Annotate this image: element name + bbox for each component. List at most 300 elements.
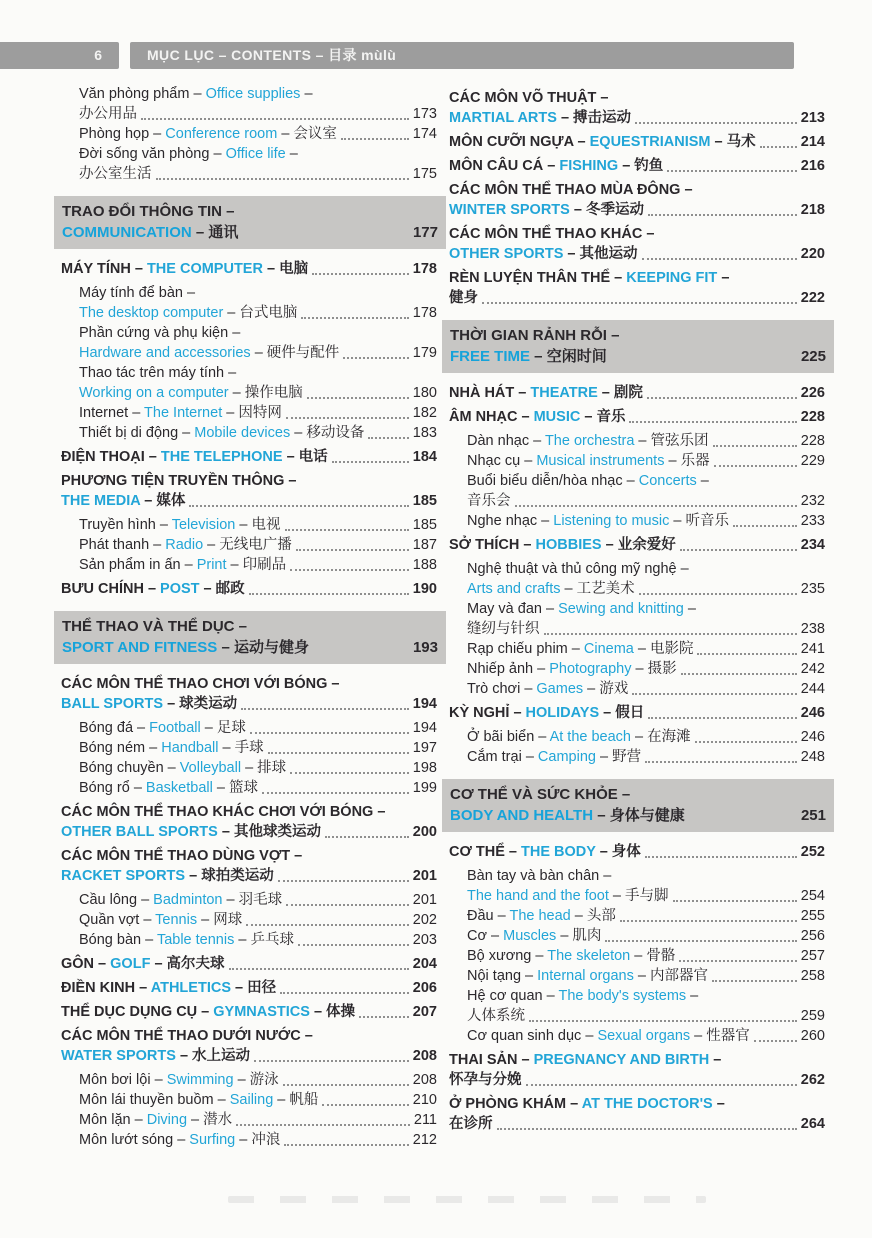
entry-native-text: – 游泳 [233, 1072, 279, 1088]
toc-entry [449, 842, 825, 862]
entry-native-text: – 手与脚 [608, 888, 669, 904]
page-number: 232 [800, 493, 825, 509]
entry-native-text: – 游戏 [583, 681, 629, 697]
entry-native-text: – 羽毛球 [222, 892, 283, 908]
page-number: 218 [800, 202, 825, 218]
toc-entry [449, 511, 825, 531]
entry-line [467, 1006, 825, 1026]
dot-leader [298, 944, 409, 946]
page-number: 202 [412, 912, 437, 928]
page-number: 214 [800, 134, 825, 150]
entry-text [61, 1002, 355, 1022]
entry-line [467, 639, 825, 659]
entry-english-text: Office supplies [205, 86, 301, 102]
page-number: 203 [412, 932, 437, 948]
entry-native-text: – 肌肉 [556, 928, 602, 944]
entry-line [449, 180, 825, 200]
dot-leader [284, 1144, 408, 1146]
entry-line [467, 747, 825, 767]
entry-text [79, 1070, 279, 1090]
entry-text [467, 559, 689, 579]
entry-native-text: 在诊所 [449, 1116, 493, 1132]
entry-line [449, 288, 825, 308]
page-number: 190 [412, 581, 437, 597]
entry-native-text: – 身体 [595, 844, 641, 860]
entry-english-text: Mobile devices [194, 425, 291, 441]
entry-line [450, 805, 826, 826]
page-number: 175 [412, 166, 437, 182]
entry-native-text: SỞ THÍCH – [449, 537, 536, 553]
dot-leader [681, 673, 797, 675]
entry-line [467, 1026, 825, 1046]
entry-english-text: Radio [165, 537, 204, 553]
entry-native-text: GÔN – [61, 956, 111, 972]
entry-native-text: CÁC MÔN THỂ THAO KHÁC – [449, 226, 655, 242]
page-number: 184 [412, 449, 437, 465]
entry-native-text: CÁC MÔN THỂ THAO CHƠI VỚI BÓNG – [61, 676, 340, 692]
entry-native-text: 办公用品 [79, 106, 137, 122]
entry-native-text: Bóng chuyền – [79, 760, 180, 776]
entry-native-text: – 媒体 [140, 493, 186, 509]
entry-native-text: – 因特网 [222, 405, 282, 421]
entry-english-text: The head [509, 908, 571, 924]
page-number: 233 [800, 513, 825, 529]
entry-native-text: MÔN CƯỠI NGỰA – [449, 134, 590, 150]
entry-text [79, 164, 152, 184]
entry-native-text: – 其他运动 [563, 246, 638, 262]
dot-leader [679, 960, 796, 962]
entry-native-text: Thao tác trên máy tính – [79, 365, 237, 381]
entry-english-text: OTHER BALL SPORTS [61, 824, 218, 840]
entry-line [450, 346, 826, 367]
page-number-label: 6 [94, 47, 102, 63]
entry-native-text: – 操作电脑 [228, 385, 303, 401]
entry-line [467, 946, 825, 966]
entry-line [467, 906, 825, 926]
toc-entry [449, 383, 825, 403]
entry-english-text: MARTIAL ARTS [449, 110, 557, 126]
page-number: 251 [800, 807, 826, 824]
entry-native-text: Hệ cơ quan – [467, 988, 559, 1004]
entry-text [449, 1094, 725, 1114]
dot-leader [241, 708, 409, 710]
entry-line [61, 674, 437, 694]
toc-section-header [54, 611, 446, 664]
toc-entry [449, 407, 825, 427]
dot-leader [312, 273, 409, 275]
toc-entry [449, 866, 825, 906]
entry-text [449, 180, 693, 200]
toc-entry [449, 88, 825, 128]
entry-native-text: – 摄影 [631, 661, 677, 677]
entry-native-text: – [285, 146, 298, 162]
dot-leader [645, 856, 797, 858]
entry-native-text: Dàn nhạc – [467, 433, 545, 449]
dot-leader [697, 653, 796, 655]
entry-line [79, 144, 437, 164]
entry-native-text: CƠ THỂ – [449, 844, 521, 860]
entry-native-text: Internet – [79, 405, 145, 421]
entry-line [79, 778, 437, 798]
page-header-bar [0, 42, 872, 69]
toc-entry [61, 718, 437, 738]
toc-entry [61, 363, 437, 403]
entry-english-text: BODY AND HEALTH [450, 807, 594, 824]
toc-entry [449, 559, 825, 599]
page-number: 222 [800, 290, 825, 306]
dot-leader [648, 214, 797, 216]
dot-leader [189, 505, 408, 507]
entry-text [79, 1090, 318, 1110]
dot-leader [632, 693, 797, 695]
entry-native-text: – 田径 [230, 980, 277, 996]
entry-english-text: Arts and crafts [467, 581, 561, 597]
entry-text [79, 758, 286, 778]
entry-native-text: – 体操 [309, 1004, 356, 1020]
entry-native-text: MÁY TÍNH – [61, 261, 147, 277]
toc-entry [61, 515, 437, 535]
entry-native-text: – 移动设备 [290, 425, 365, 441]
entry-native-text: – 马术 [710, 134, 756, 150]
entry-native-text: – 假日 [599, 705, 645, 721]
entry-english-text: Internal organs [537, 968, 634, 984]
page-number: 178 [412, 261, 437, 277]
entry-native-text: Bóng đá – [79, 720, 150, 736]
entry-text [79, 890, 282, 910]
entry-line [61, 978, 437, 998]
entry-native-text: – 乐器 [664, 453, 710, 469]
dot-leader [713, 445, 797, 447]
entry-line [61, 1002, 437, 1022]
entry-native-text: Đầu – [467, 908, 510, 924]
entry-line [62, 222, 438, 243]
entry-english-text: Photography [549, 661, 632, 677]
dot-leader [286, 904, 409, 906]
dot-leader [733, 525, 797, 527]
entry-native-text: Ở PHÒNG KHÁM – [449, 1096, 582, 1112]
entry-line [467, 986, 825, 1006]
toc-entry [61, 423, 437, 443]
toc-entry [449, 679, 825, 699]
entry-native-text: Bóng bàn – [79, 932, 157, 948]
entry-native-text: – 邮政 [199, 581, 245, 597]
entry-native-text: – 头部 [570, 908, 616, 924]
toc-entry [61, 778, 437, 798]
page-number: 256 [800, 928, 825, 944]
entry-native-text: – [712, 1096, 725, 1112]
entry-line [449, 88, 825, 108]
entry-english-text: Diving [146, 1112, 188, 1128]
entry-line [62, 637, 438, 658]
entry-native-text: NHÀ HÁT – [449, 385, 531, 401]
entry-line [79, 890, 437, 910]
dot-leader [341, 138, 409, 140]
entry-text [467, 966, 708, 986]
dot-leader [673, 900, 797, 902]
page-number: 244 [800, 681, 825, 697]
entry-line [467, 619, 825, 639]
entry-native-text: CƠ THỂ VÀ SỨC KHỎE – [450, 786, 631, 803]
entry-text [467, 866, 611, 886]
entry-text [449, 1050, 721, 1070]
toc-entry [61, 1026, 437, 1066]
entry-line [79, 343, 437, 363]
entry-line [79, 1090, 437, 1110]
entry-native-text: Bàn tay và bàn chân – [467, 868, 612, 884]
page-number: 206 [412, 980, 437, 996]
entry-line [449, 132, 825, 152]
toc-entry [449, 535, 825, 555]
toc-entry [61, 124, 437, 144]
page-number: 264 [800, 1116, 825, 1132]
page-number: 229 [800, 453, 825, 469]
entry-native-text: – 业余爱好 [601, 537, 676, 553]
entry-native-text: ĐIỀN KINH – [61, 980, 151, 996]
entry-text [449, 1070, 522, 1090]
entry-native-text: – 印刷品 [226, 557, 287, 573]
entry-native-text: Phần cứng và phụ kiện – [79, 325, 241, 341]
entry-english-text: Listening to music [553, 513, 670, 529]
entry-native-text: 怀孕与分娩 [449, 1072, 522, 1088]
entry-native-text: KỲ NGHỈ – [449, 705, 526, 721]
page-number: 179 [412, 345, 437, 361]
entry-native-text: Nghệ thuật và thủ công mỹ nghệ – [467, 561, 689, 577]
entry-native-text: – 冲浪 [235, 1132, 281, 1148]
entry-text [449, 268, 729, 288]
entry-line [449, 200, 825, 220]
entry-english-text: KEEPING FIT [626, 270, 718, 286]
page-number: 193 [412, 639, 438, 656]
dot-leader [343, 357, 409, 359]
entry-line [79, 718, 437, 738]
toc-entry [61, 323, 437, 363]
entry-english-text: SPORT AND FITNESS [62, 639, 218, 656]
entry-line [449, 383, 825, 403]
dot-leader [635, 122, 797, 124]
entry-text [62, 201, 235, 222]
entry-english-text: THE MEDIA [61, 493, 141, 509]
page-number: 252 [800, 844, 825, 860]
entry-english-text: ATHLETICS [150, 980, 231, 996]
entry-native-text: 缝纫与针织 [467, 621, 540, 637]
entry-native-text: – 在海滩 [631, 729, 691, 745]
entry-text [61, 694, 237, 714]
page-number: 194 [412, 696, 437, 712]
entry-text [79, 1130, 280, 1150]
toc-entry [61, 471, 437, 511]
page-number: 187 [412, 537, 437, 553]
toc-entry [449, 659, 825, 679]
entry-english-text: Sailing [229, 1092, 274, 1108]
entry-text [467, 431, 709, 451]
entry-text [467, 471, 709, 491]
dot-leader [695, 741, 797, 743]
page-number: 257 [800, 948, 825, 964]
entry-line [449, 108, 825, 128]
toc-entry [61, 738, 437, 758]
entry-text [467, 727, 691, 747]
entry-line [79, 535, 437, 555]
entry-line [79, 403, 437, 423]
entry-native-text: Đời sống văn phòng – [79, 146, 226, 162]
entry-text [79, 283, 195, 303]
dot-leader [515, 505, 797, 507]
entry-native-text: – 台式电脑 [223, 305, 298, 321]
dot-leader [647, 397, 797, 399]
page-number: 226 [800, 385, 825, 401]
entry-line [467, 966, 825, 986]
entry-text [467, 619, 540, 639]
toc-entry [61, 1070, 437, 1090]
entry-line [61, 822, 437, 842]
toc-entry [449, 986, 825, 1026]
toc-entry [449, 946, 825, 966]
entry-native-text: RÈN LUYỆN THÂN THỂ – [449, 270, 627, 286]
toc-entry [449, 451, 825, 471]
entry-text [449, 156, 663, 176]
toc-column-right [449, 84, 825, 1138]
entry-native-text: – 性器官 [690, 1028, 750, 1044]
entry-english-text: Volleyball [179, 760, 242, 776]
entry-native-text: – 球拍类运动 [185, 868, 274, 884]
entry-native-text: May và đan – [467, 601, 559, 617]
toc-entry [449, 747, 825, 767]
entry-native-text: – 其他球类运动 [217, 824, 321, 840]
entry-english-text: Surfing [189, 1132, 236, 1148]
entry-text [467, 451, 710, 471]
page-number: 174 [412, 126, 437, 142]
page-number: 178 [412, 305, 437, 321]
entry-text [61, 822, 321, 842]
entry-english-text: Cinema [583, 641, 634, 657]
entry-native-text: Truyền hình – [79, 517, 172, 533]
entry-english-text: PREGNANCY AND BIRTH [533, 1052, 710, 1068]
dot-leader [268, 752, 409, 754]
entry-line [449, 703, 825, 723]
entry-native-text: – 手球 [218, 740, 264, 756]
page-number: 204 [412, 956, 437, 972]
page-number: 201 [412, 892, 437, 908]
entry-line [449, 842, 825, 862]
entry-line [449, 1094, 825, 1114]
entry-native-text: THỜI GIAN RẢNH RỖI – [450, 327, 620, 344]
entry-text [467, 659, 677, 679]
toc-entry [61, 259, 437, 279]
toc-entry [61, 1090, 437, 1110]
entry-english-text: The Internet [144, 405, 223, 421]
entry-english-text: Basketball [145, 780, 213, 796]
entry-native-text: – 通讯 [191, 224, 239, 241]
entry-native-text: BƯU CHÍNH – [61, 581, 161, 597]
toc-entry [449, 1026, 825, 1046]
entry-text [467, 1026, 750, 1046]
dot-leader [290, 569, 409, 571]
toc-entry [61, 144, 437, 184]
toc-entry [61, 910, 437, 930]
entry-line [79, 124, 437, 144]
entry-line [467, 866, 825, 886]
entry-native-text: – 排球 [241, 760, 287, 776]
entry-line [61, 1046, 437, 1066]
entry-native-text: – 运动与健身 [217, 639, 309, 656]
entry-line [79, 930, 437, 950]
entry-line [450, 784, 826, 805]
entry-text [467, 579, 635, 599]
entry-native-text: Nội tạng – [467, 968, 538, 984]
page-number: 180 [412, 385, 437, 401]
entry-native-text: – 剧院 [597, 385, 643, 401]
entry-english-text: WATER SPORTS [61, 1048, 176, 1064]
toc-entry [61, 758, 437, 778]
entry-english-text: COMMUNICATION [62, 224, 192, 241]
page-number: 220 [800, 246, 825, 262]
entry-text [62, 616, 247, 637]
entry-line [449, 1050, 825, 1070]
entry-line [79, 84, 437, 104]
entry-english-text: The orchestra [544, 433, 635, 449]
entry-native-text: – 钓鱼 [618, 158, 664, 174]
entry-english-text: Games [536, 681, 584, 697]
entry-line [467, 886, 825, 906]
entry-text [79, 930, 294, 950]
entry-english-text: Muscles [503, 928, 557, 944]
entry-english-text: POST [160, 581, 200, 597]
entry-line [79, 758, 437, 778]
entry-line [79, 1130, 437, 1150]
toc-entry [61, 555, 437, 575]
dot-leader [680, 549, 797, 551]
entry-line [449, 1070, 825, 1090]
entry-text [467, 491, 511, 511]
entry-english-text: The skeleton [547, 948, 631, 964]
dot-leader [648, 717, 797, 719]
entry-line [79, 515, 437, 535]
entry-line [467, 471, 825, 491]
page-number: 200 [412, 824, 437, 840]
entry-text [79, 104, 137, 124]
toc-entry [449, 926, 825, 946]
entry-line [449, 268, 825, 288]
entry-english-text: Swimming [166, 1072, 234, 1088]
toc-entry [61, 84, 437, 124]
entry-text [467, 946, 675, 966]
entry-native-text: – 硬件与配件 [250, 345, 340, 361]
entry-line [467, 511, 825, 531]
entry-line [61, 491, 437, 511]
entry-native-text: Cầu lông – [79, 892, 154, 908]
page-number: 211 [413, 1112, 437, 1128]
page-number: 228 [800, 433, 825, 449]
dot-leader [529, 1020, 797, 1022]
page-number: 254 [800, 888, 825, 904]
entry-text [79, 910, 242, 930]
entry-native-text: – 搏击运动 [556, 110, 632, 126]
entry-native-text: – 水上运动 [175, 1048, 251, 1064]
dot-leader [290, 772, 409, 774]
page-number: 185 [412, 517, 437, 533]
entry-native-text: – [709, 1052, 722, 1068]
entry-english-text: Concerts [638, 473, 697, 489]
page-number: 241 [800, 641, 825, 657]
entry-text [79, 144, 298, 164]
toc-entry [61, 403, 437, 423]
dot-leader [236, 1124, 410, 1126]
entry-line [467, 451, 825, 471]
entry-text [62, 637, 309, 658]
page-number: 183 [412, 425, 437, 441]
entry-english-text: The body's systems [558, 988, 687, 1004]
entry-line [61, 1026, 437, 1046]
